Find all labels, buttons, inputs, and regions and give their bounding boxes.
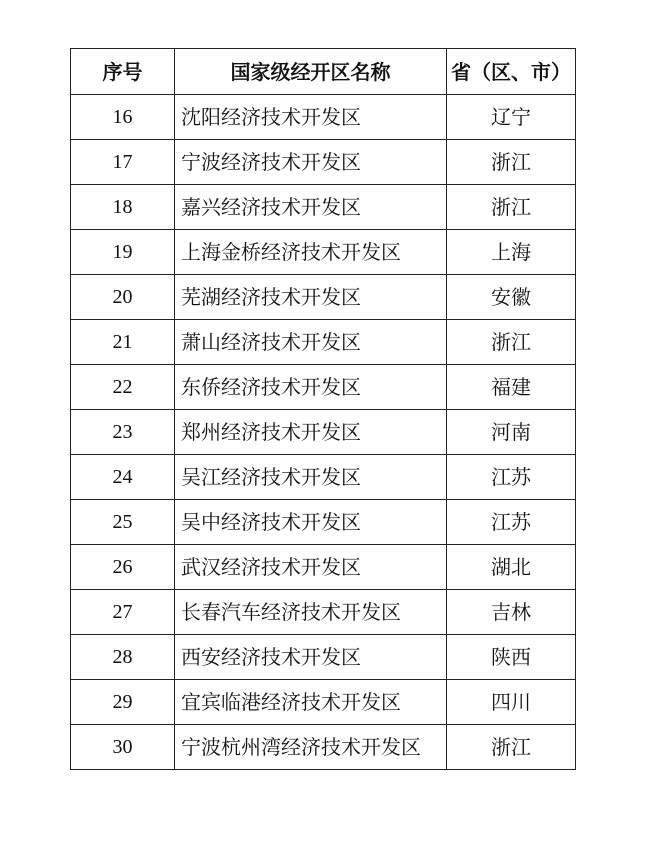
cell-province: 安徽 <box>447 275 576 320</box>
cell-index: 16 <box>71 95 175 140</box>
table-row <box>71 365 576 410</box>
cell-index: 19 <box>71 230 175 275</box>
cell-province: 上海 <box>447 230 576 275</box>
cell-index: 27 <box>71 590 175 635</box>
cell-index: 25 <box>71 500 175 545</box>
cell-index: 29 <box>71 680 175 725</box>
cell-zone-name: 沈阳经济技术开发区 <box>175 95 447 140</box>
cell-zone-name: 郑州经济技术开发区 <box>175 410 447 455</box>
cell-index: 18 <box>71 185 175 230</box>
table-row <box>71 230 576 275</box>
cell-zone-name: 长春汽车经济技术开发区 <box>175 590 447 635</box>
cell-zone-name: 宜宾临港经济技术开发区 <box>175 680 447 725</box>
table-row <box>71 185 576 230</box>
economic-zones-table <box>70 48 576 770</box>
cell-zone-name: 宁波经济技术开发区 <box>175 140 447 185</box>
cell-province: 江苏 <box>447 455 576 500</box>
cell-zone-name: 东侨经济技术开发区 <box>175 365 447 410</box>
table-header-row <box>71 49 576 95</box>
cell-index: 23 <box>71 410 175 455</box>
cell-zone-name: 吴中经济技术开发区 <box>175 500 447 545</box>
table-row <box>71 140 576 185</box>
cell-index: 20 <box>71 275 175 320</box>
cell-province: 浙江 <box>447 320 576 365</box>
cell-zone-name: 上海金桥经济技术开发区 <box>175 230 447 275</box>
cell-index: 26 <box>71 545 175 590</box>
cell-index: 24 <box>71 455 175 500</box>
cell-province: 河南 <box>447 410 576 455</box>
cell-province: 福建 <box>447 365 576 410</box>
cell-index: 22 <box>71 365 175 410</box>
table-row <box>71 95 576 140</box>
table-row <box>71 455 576 500</box>
cell-province: 辽宁 <box>447 95 576 140</box>
cell-province: 浙江 <box>447 185 576 230</box>
cell-province: 四川 <box>447 680 576 725</box>
cell-index: 28 <box>71 635 175 680</box>
table-row <box>71 590 576 635</box>
cell-index: 30 <box>71 725 175 770</box>
cell-province: 湖北 <box>447 545 576 590</box>
table-row <box>71 320 576 365</box>
cell-zone-name: 武汉经济技术开发区 <box>175 545 447 590</box>
table-row <box>71 725 576 770</box>
table-body <box>71 95 576 770</box>
table-row <box>71 275 576 320</box>
cell-index: 17 <box>71 140 175 185</box>
header-zone-name: 国家级经开区名称 <box>175 49 447 95</box>
table-row <box>71 500 576 545</box>
cell-index: 21 <box>71 320 175 365</box>
cell-province: 吉林 <box>447 590 576 635</box>
cell-zone-name: 芜湖经济技术开发区 <box>175 275 447 320</box>
table-row <box>71 635 576 680</box>
table-row <box>71 545 576 590</box>
cell-zone-name: 西安经济技术开发区 <box>175 635 447 680</box>
cell-province: 浙江 <box>447 725 576 770</box>
cell-province: 陕西 <box>447 635 576 680</box>
cell-province: 浙江 <box>447 140 576 185</box>
cell-zone-name: 嘉兴经济技术开发区 <box>175 185 447 230</box>
table-row <box>71 680 576 725</box>
header-province: 省（区、市） <box>447 49 576 95</box>
cell-zone-name: 宁波杭州湾经济技术开发区 <box>175 725 447 770</box>
cell-zone-name: 萧山经济技术开发区 <box>175 320 447 365</box>
cell-zone-name: 吴江经济技术开发区 <box>175 455 447 500</box>
header-index: 序号 <box>71 49 175 95</box>
table-row <box>71 410 576 455</box>
cell-province: 江苏 <box>447 500 576 545</box>
